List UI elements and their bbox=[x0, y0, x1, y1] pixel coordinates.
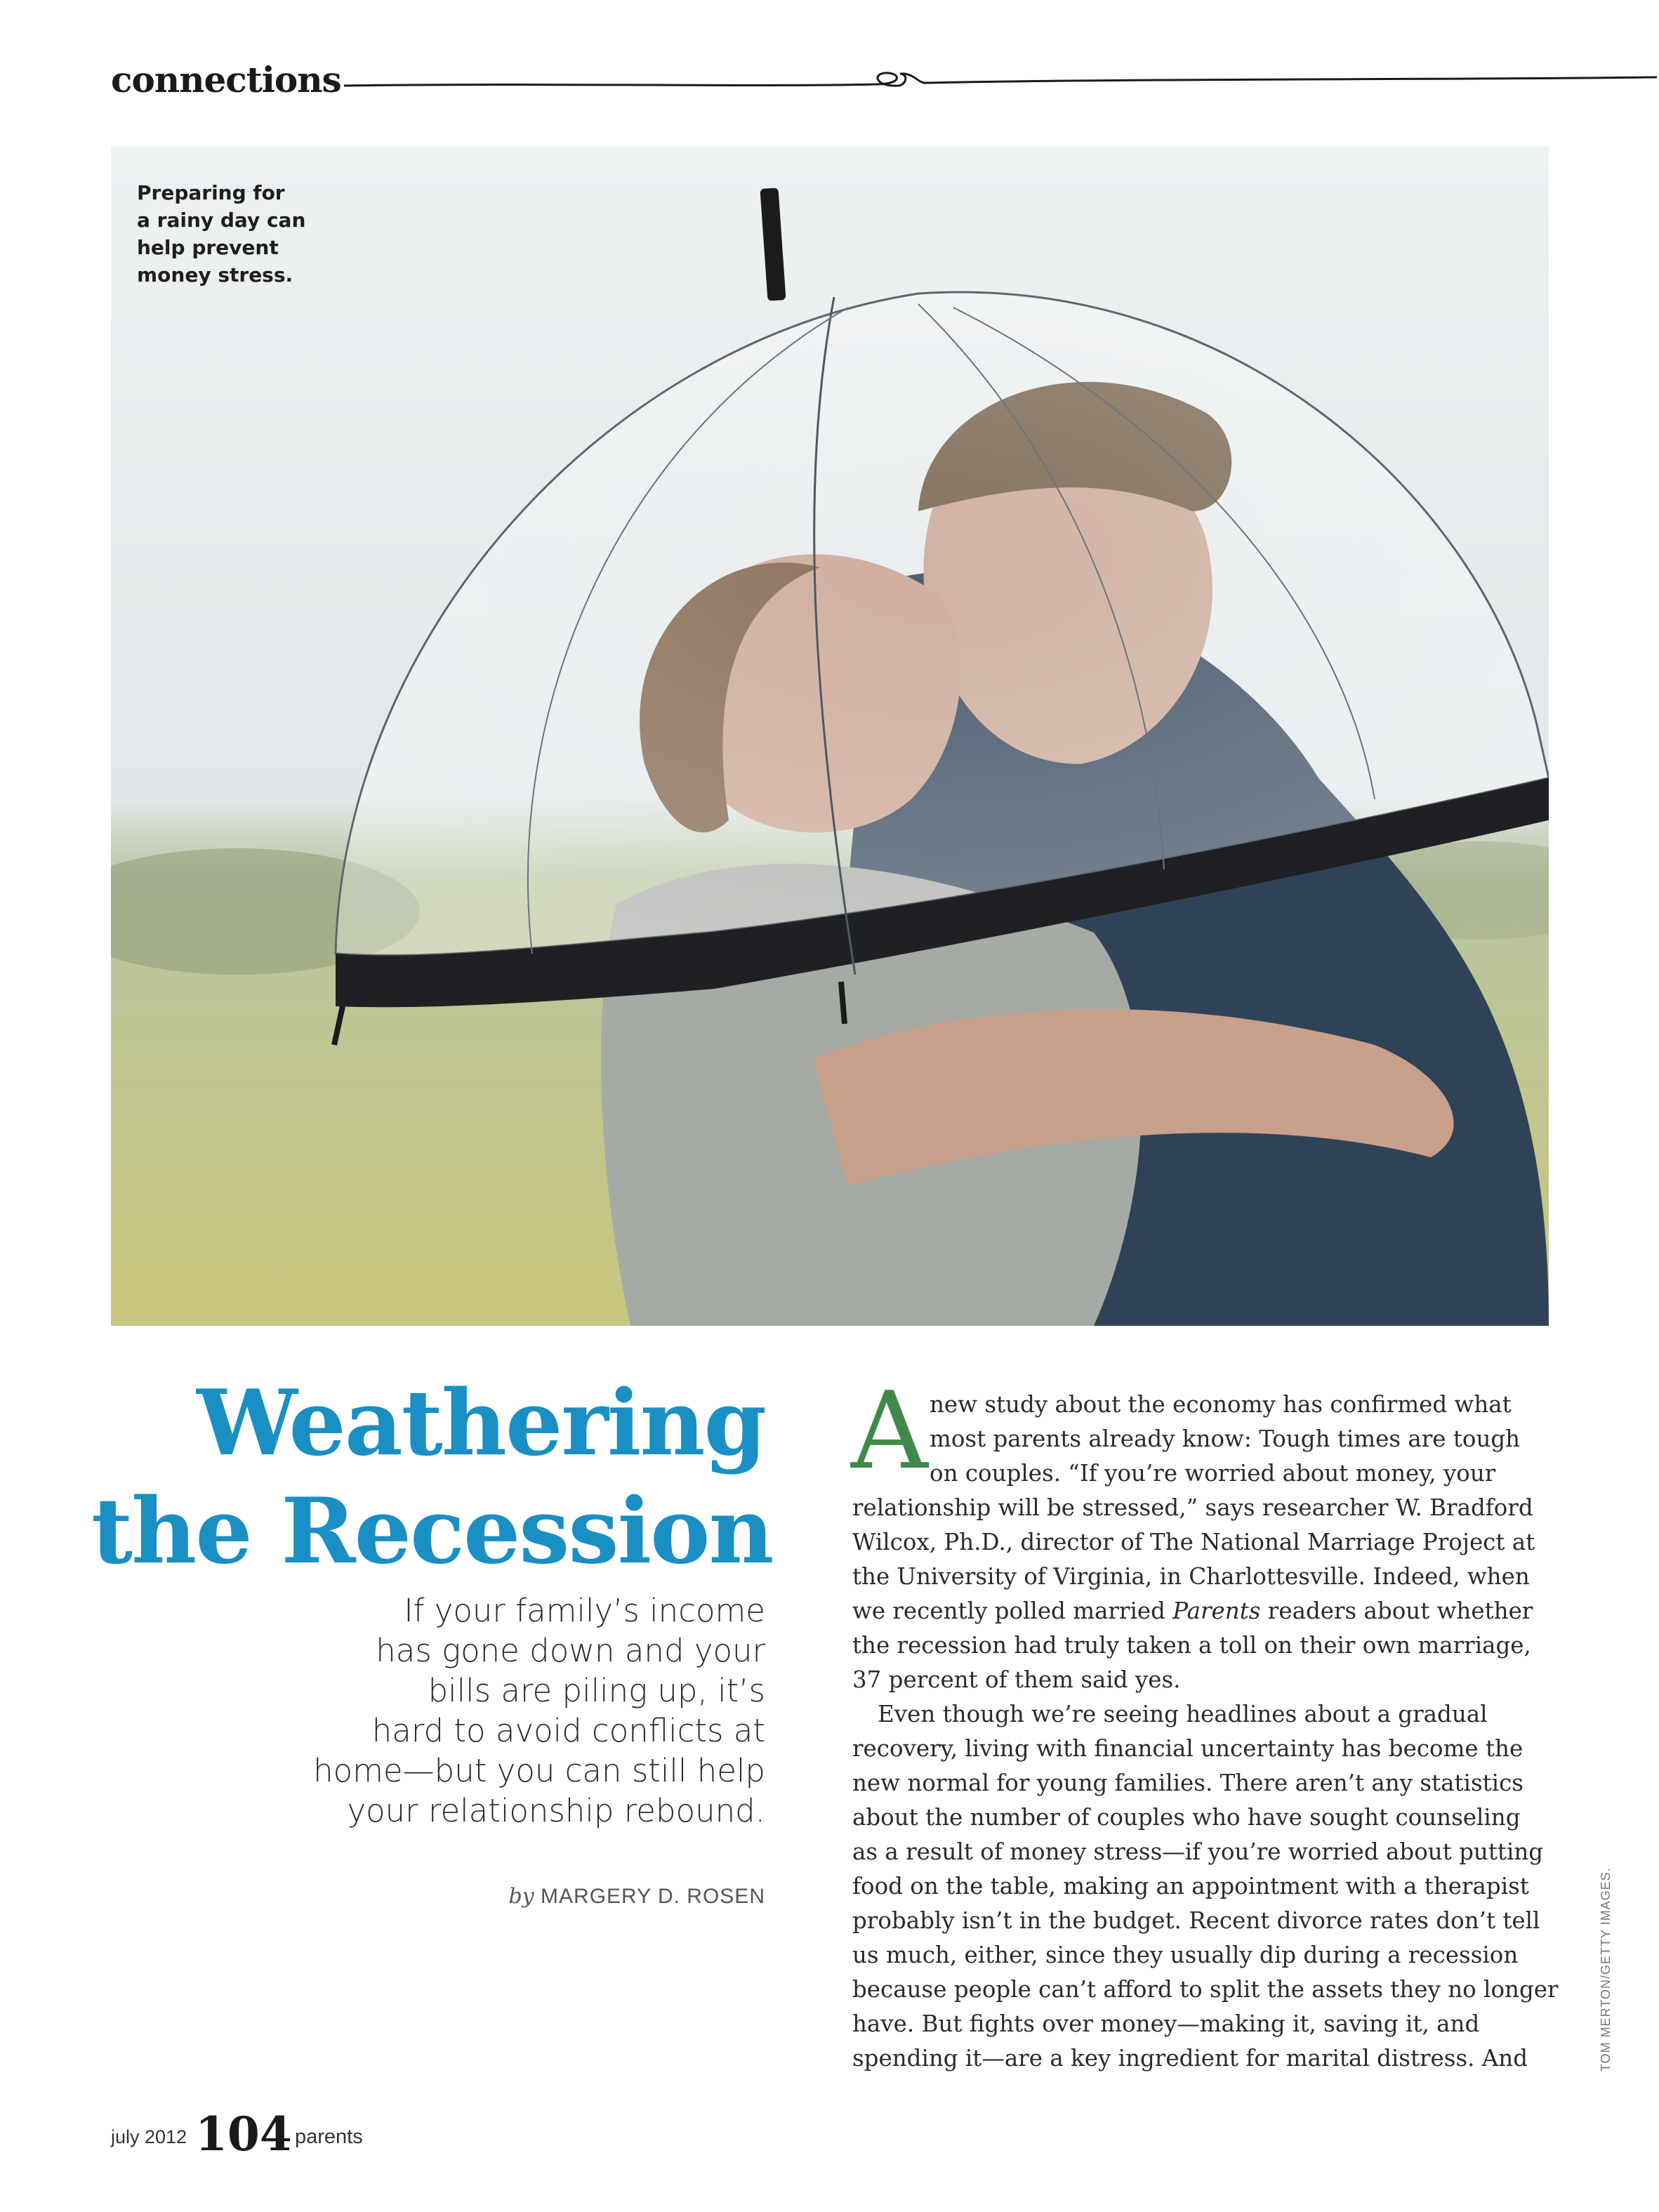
byline-prefix: by bbox=[508, 1884, 534, 1909]
body-line: as a result of money stress—if you’re worried about putting bbox=[852, 1838, 1544, 1865]
caption-line: money stress. bbox=[137, 263, 293, 287]
dek-line: has gone down and your bbox=[376, 1632, 765, 1669]
headline-line: the Recession bbox=[91, 1479, 773, 1584]
dek-line: hard to avoid conflicts at bbox=[371, 1712, 765, 1749]
dek-line: home—but you can still help bbox=[313, 1752, 765, 1789]
body-line: the recession had truly taken a toll on their own marriage, bbox=[852, 1632, 1531, 1659]
dek-line: If your family’s income bbox=[404, 1592, 765, 1629]
article-body bbox=[852, 1388, 1559, 2076]
body-line: the University of Virginia, in Charlottesville. Indeed, when bbox=[852, 1563, 1530, 1590]
body-line: 37 percent of them said yes. bbox=[852, 1666, 1181, 1693]
photo-caption bbox=[137, 179, 348, 289]
body-line: have. But fights over money—making it, saving it, and bbox=[852, 2010, 1480, 2037]
page-number: 104 bbox=[195, 2107, 292, 2161]
body-line: relationship will be stressed,” says researcher W. Bradford bbox=[852, 1494, 1533, 1521]
body-line: on couples. “If you’re worried about money, your bbox=[930, 1460, 1496, 1487]
section-label: connections bbox=[111, 59, 341, 100]
headline-line: Weathering bbox=[197, 1371, 765, 1476]
body-line: Wilcox, Ph.D., director of The National Marriage Project at bbox=[852, 1529, 1535, 1555]
body-line: food on the table, making an appointment with a therapist bbox=[852, 1873, 1529, 1900]
photo-credit: TOM MERTON/GETTY IMAGES. bbox=[1599, 1867, 1613, 2072]
dek-line: bills are piling up, it’s bbox=[428, 1672, 765, 1709]
body-line: spending it—are a key ingredient for marital distress. And bbox=[852, 2045, 1528, 2072]
byline-author: MARGERY D. ROSEN bbox=[541, 1885, 765, 1908]
article-headline bbox=[91, 1369, 773, 1586]
section-divider-rule bbox=[344, 65, 1657, 100]
body-line: about the number of couples who have sought counseling bbox=[852, 1804, 1521, 1831]
body-line: Even though we’re seeing headlines about a gradual bbox=[878, 1701, 1488, 1727]
hero-photo bbox=[111, 146, 1549, 1326]
body-line: new normal for young families. There aren’t any statistics bbox=[852, 1770, 1523, 1796]
body-line: us much, either, since they usually dip during a recession bbox=[852, 1942, 1519, 1968]
couple-under-umbrella-photo bbox=[111, 146, 1549, 1326]
body-line: recovery, living with financial uncertainty has become the bbox=[852, 1735, 1523, 1762]
issue-date: july 2012 bbox=[111, 2126, 187, 2147]
article-dek bbox=[260, 1591, 765, 1831]
body-line: we recently polled married Parents readers about whether bbox=[852, 1598, 1533, 1624]
body-line: new study about the economy has confirmed what bbox=[930, 1391, 1512, 1418]
caption-line: Preparing for bbox=[137, 181, 285, 204]
caption-line: help prevent bbox=[137, 236, 279, 259]
drop-cap: A bbox=[851, 1369, 928, 1493]
body-line: most parents already know: Tough times are tough bbox=[930, 1426, 1521, 1452]
magazine-name: parents bbox=[295, 2126, 363, 2148]
caption-line: a rainy day can bbox=[137, 209, 306, 232]
body-line: probably isn’t in the budget. Recent divorce rates don’t tell bbox=[852, 1907, 1540, 1934]
dek-line: your relationship rebound. bbox=[347, 1792, 765, 1829]
byline bbox=[509, 1884, 765, 1909]
body-line: because people can’t afford to split the assets they no longer bbox=[852, 1976, 1559, 2003]
